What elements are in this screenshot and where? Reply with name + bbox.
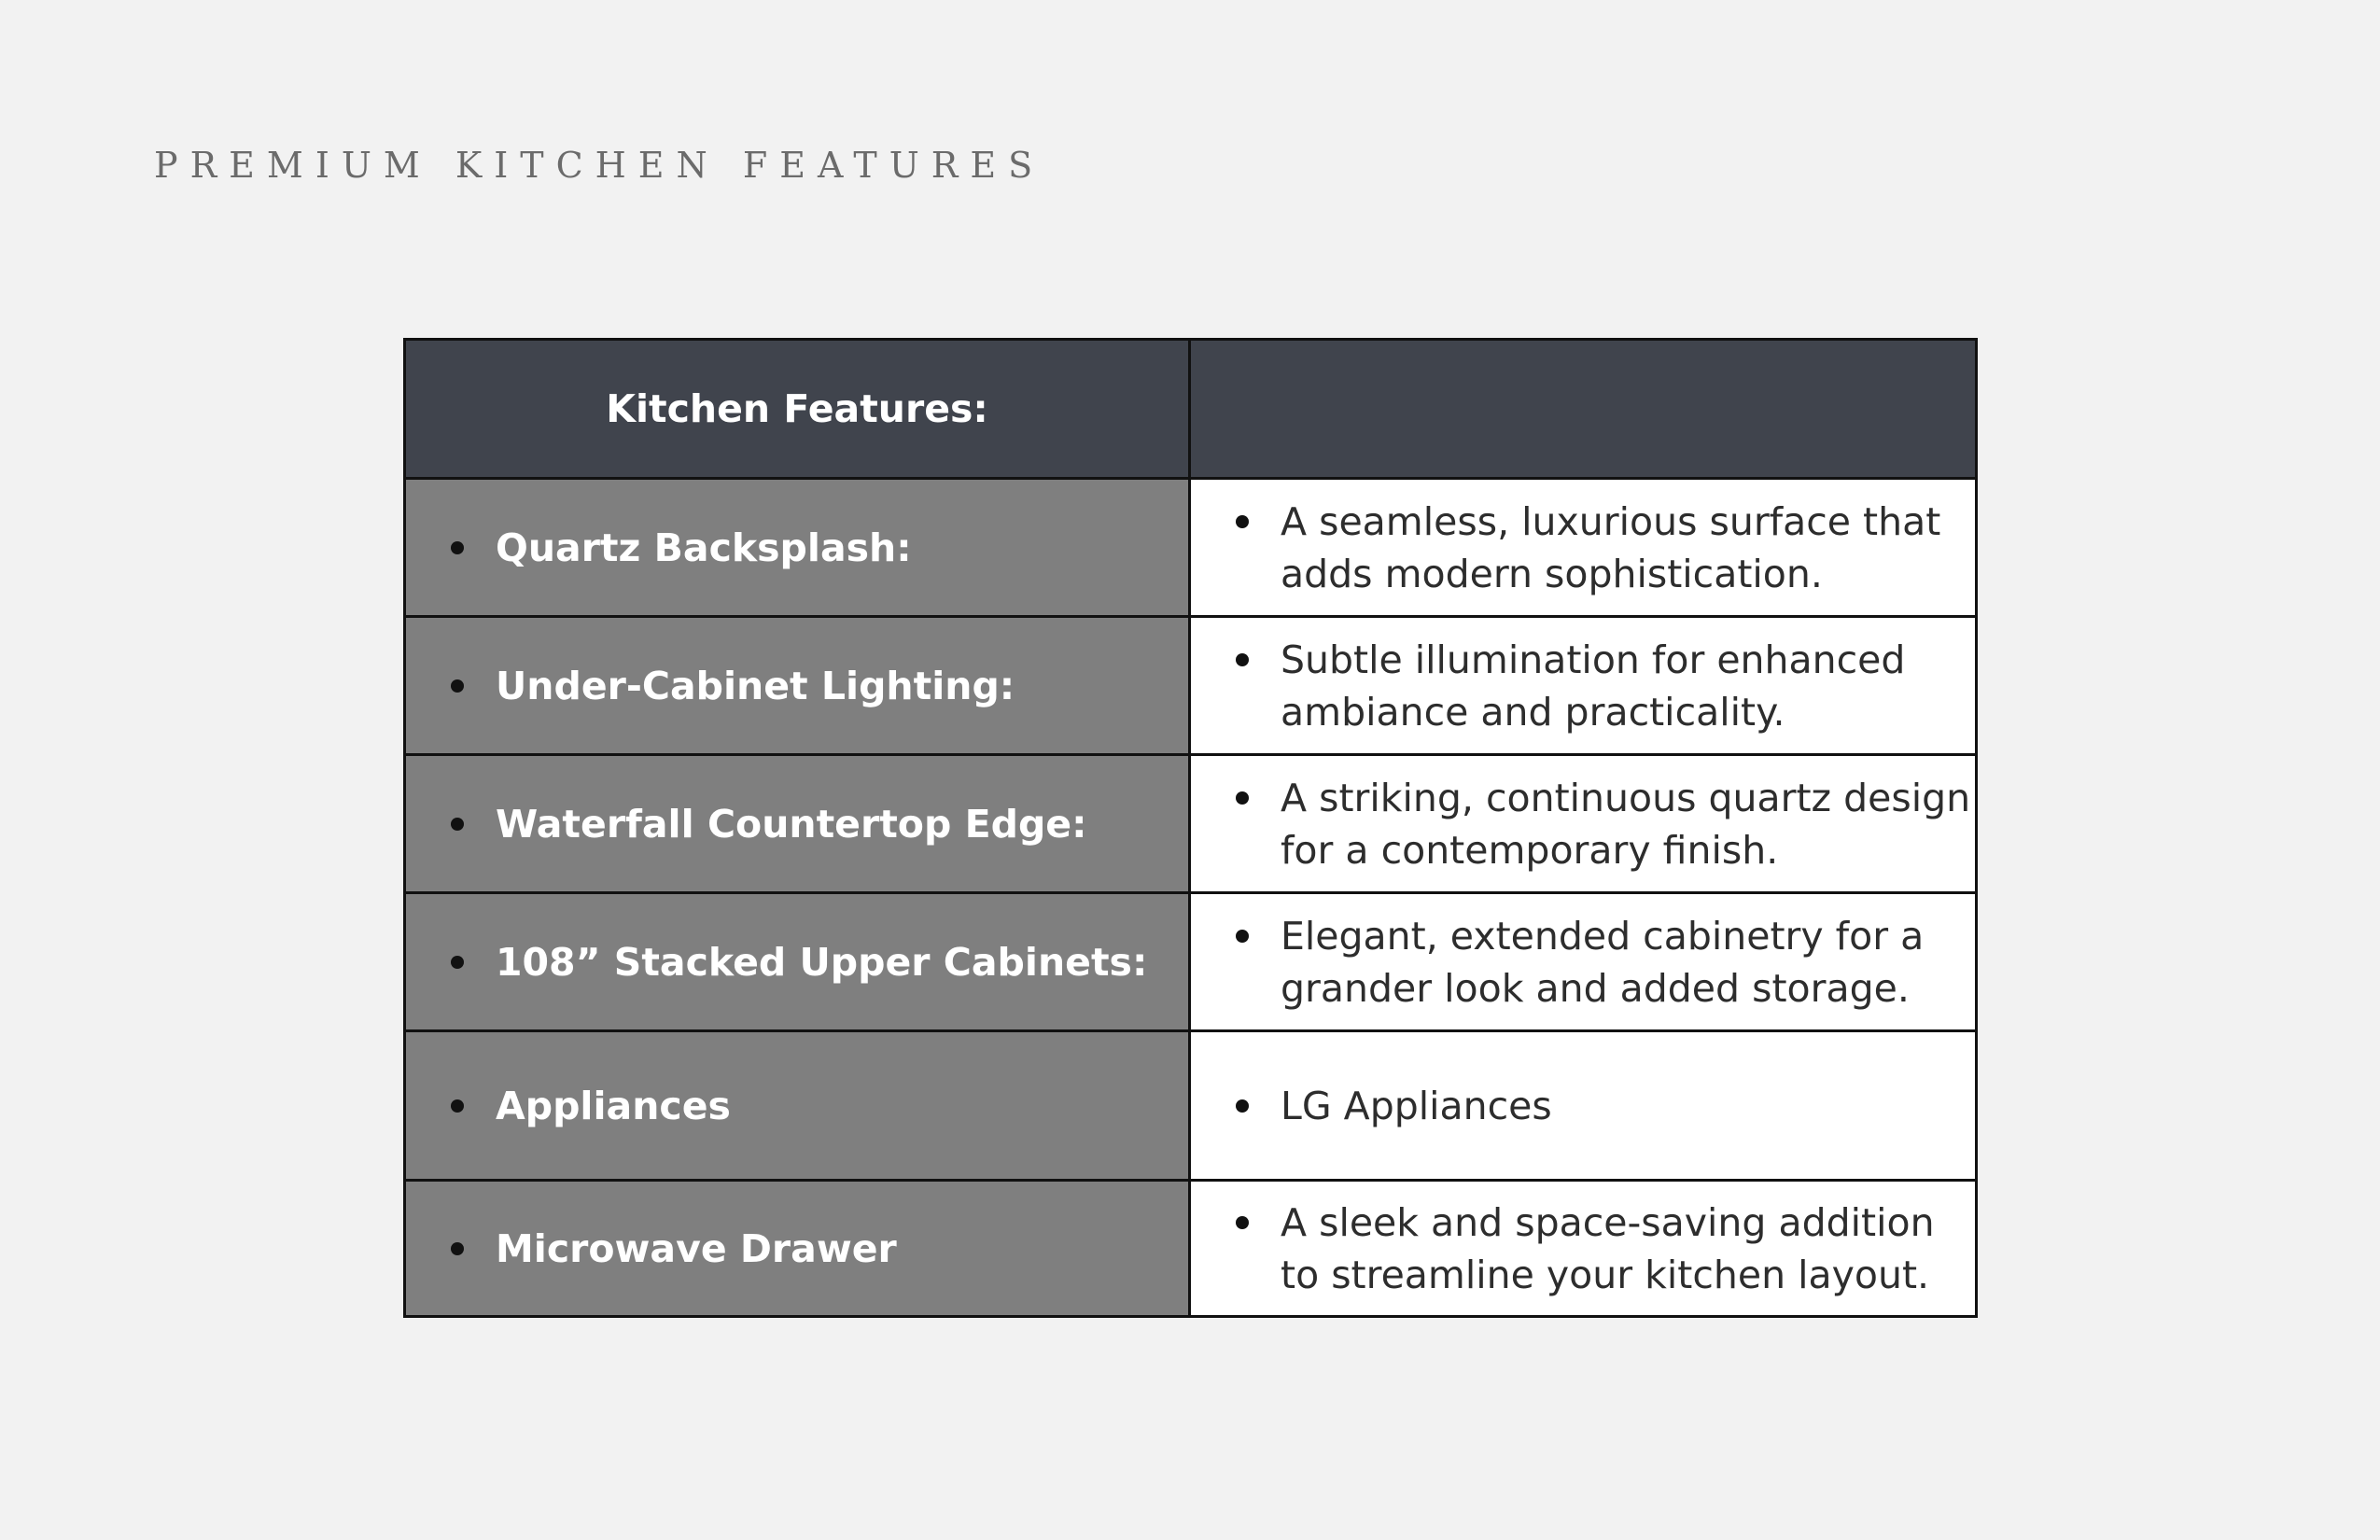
description-cell — [1190, 479, 1977, 617]
description-line: A sleek and space-saving addition — [1281, 1199, 1935, 1245]
table-row — [405, 1181, 1977, 1317]
description-line: A seamless, luxurious surface that — [1281, 498, 1941, 544]
feature-description — [1281, 772, 1970, 876]
bullet-icon — [451, 818, 464, 831]
feature-description — [1281, 634, 1905, 738]
feature-cell — [405, 893, 1190, 1031]
feature-name: Appliances — [496, 1083, 731, 1128]
feature-description — [1281, 1080, 1552, 1132]
description-cell — [1190, 893, 1977, 1031]
table-row — [405, 755, 1977, 893]
bullet-icon — [451, 1242, 464, 1255]
description-line: for a contemporary finish. — [1281, 827, 1779, 873]
feature-description — [1281, 910, 1924, 1015]
feature-cell — [405, 755, 1190, 893]
table-row — [405, 1031, 1977, 1181]
feature-cell — [405, 617, 1190, 755]
description-line: to streamline your kitchen layout. — [1281, 1252, 1930, 1297]
header-label: Kitchen Features: — [606, 386, 988, 431]
description-line: grander look and added storage. — [1281, 965, 1910, 1011]
description-cell — [1190, 617, 1977, 755]
bullet-icon — [451, 1099, 464, 1113]
description-line: adds modern sophistication. — [1281, 551, 1823, 596]
table-row — [405, 479, 1977, 617]
bullet-icon — [1236, 515, 1249, 528]
header-cell-description — [1190, 340, 1977, 479]
description-cell — [1190, 1031, 1977, 1181]
description-cell — [1190, 1181, 1977, 1317]
table-row — [405, 617, 1977, 755]
description-line: Elegant, extended cabinetry for a — [1281, 913, 1925, 959]
bullet-icon — [1236, 1216, 1249, 1229]
table-row — [405, 893, 1977, 1031]
feature-name: 108” Stacked Upper Cabinets: — [496, 939, 1148, 985]
bullet-icon — [451, 679, 464, 693]
description-cell — [1190, 755, 1977, 893]
bullet-icon — [451, 541, 464, 554]
feature-cell — [405, 1181, 1190, 1317]
table-header-row — [405, 340, 1977, 479]
feature-name: Under-Cabinet Lighting: — [496, 663, 1015, 708]
kitchen-features-table — [403, 338, 1978, 1318]
bullet-icon — [1236, 791, 1249, 805]
feature-description — [1281, 1197, 1935, 1301]
feature-description — [1281, 496, 1940, 600]
bullet-icon — [1236, 1099, 1249, 1113]
feature-cell — [405, 479, 1190, 617]
feature-cell — [405, 1031, 1190, 1181]
bullet-icon — [451, 956, 464, 969]
feature-name: Waterfall Countertop Edge: — [496, 801, 1087, 847]
bullet-icon — [1236, 930, 1249, 943]
bullet-icon — [1236, 653, 1249, 666]
feature-name: Microwave Drawer — [496, 1225, 897, 1271]
description-line: A striking, continuous quartz design — [1281, 775, 1971, 820]
description-line: ambiance and practicality. — [1281, 689, 1785, 735]
description-line: LG Appliances — [1281, 1083, 1552, 1128]
description-line: Subtle illumination for enhanced — [1281, 637, 1906, 682]
header-cell-features — [405, 340, 1190, 479]
page-title: PREMIUM KITCHEN FEATURES — [154, 145, 1045, 186]
feature-name: Quartz Backsplash: — [496, 525, 912, 570]
